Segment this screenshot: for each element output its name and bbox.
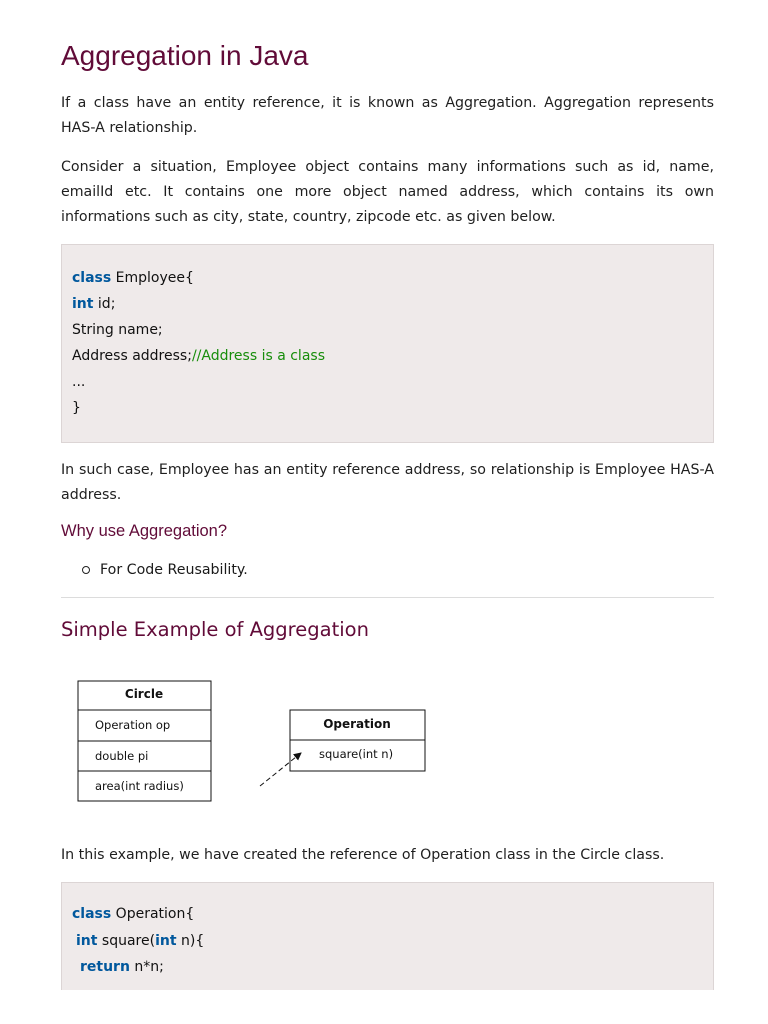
uml-class-diagram xyxy=(77,672,429,804)
code-text: square( xyxy=(97,933,156,949)
intro-paragraph-2: Consider a situation, Employee object contains many informations such as id, name, emailId etc. It contains one more object named address, which contains its own informations such as city, state, country, zipcode etc. as given below. xyxy=(61,159,714,225)
keyword: return xyxy=(80,959,130,975)
operation-class-name: Operation xyxy=(323,717,391,731)
keyword: class xyxy=(72,270,112,286)
relationship-paragraph: In such case, Employee has an entity reference address, so relationship is Employee HAS-A address. xyxy=(61,462,714,503)
code-comment: //Address is a class xyxy=(191,348,325,364)
code-line: String name; xyxy=(72,322,163,338)
section-heading: Simple Example of Aggregation xyxy=(61,618,369,641)
intro-paragraph-1: If a class have an entity reference, it is known as Aggregation. Aggregation represents HAS-A relationship. xyxy=(61,95,714,136)
circle-field-pi: double pi xyxy=(95,749,149,763)
circle-method-area: area(int radius) xyxy=(95,779,184,793)
code-text: Operation{ xyxy=(111,906,195,922)
divider xyxy=(61,597,714,598)
code-text: id; xyxy=(93,296,116,312)
keyword: int xyxy=(76,933,98,949)
operation-method-square: square(int n) xyxy=(319,747,394,761)
circle-class-name: Circle xyxy=(124,687,164,701)
circle-class-box xyxy=(78,681,211,801)
code-line xyxy=(80,957,164,977)
code-line xyxy=(76,931,204,951)
code-block-operation xyxy=(61,882,714,990)
code-line xyxy=(72,294,115,314)
list-item: For Code Reusability. xyxy=(100,562,248,578)
keyword: class xyxy=(72,906,112,922)
code-line: } xyxy=(72,400,81,416)
page-title: Aggregation in Java xyxy=(61,40,309,71)
example-paragraph: In this example, we have created the reference of Operation class in the Circle class. xyxy=(61,847,665,863)
code-text: n){ xyxy=(176,933,205,949)
keyword: int xyxy=(155,933,177,949)
code-line xyxy=(72,904,194,924)
circle-field-operation: Operation op xyxy=(95,718,171,732)
operation-class-box xyxy=(290,710,425,771)
code-line xyxy=(72,268,194,288)
code-text: n*n; xyxy=(129,959,164,975)
code-block-employee xyxy=(61,244,714,443)
keyword: int xyxy=(72,296,94,312)
why-heading: Why use Aggregation? xyxy=(61,522,228,540)
bullet-circle-icon xyxy=(82,566,90,574)
code-line: ... xyxy=(72,374,86,390)
code-line xyxy=(72,346,325,366)
code-text: Employee{ xyxy=(111,270,194,286)
code-text: Address address; xyxy=(72,348,192,364)
